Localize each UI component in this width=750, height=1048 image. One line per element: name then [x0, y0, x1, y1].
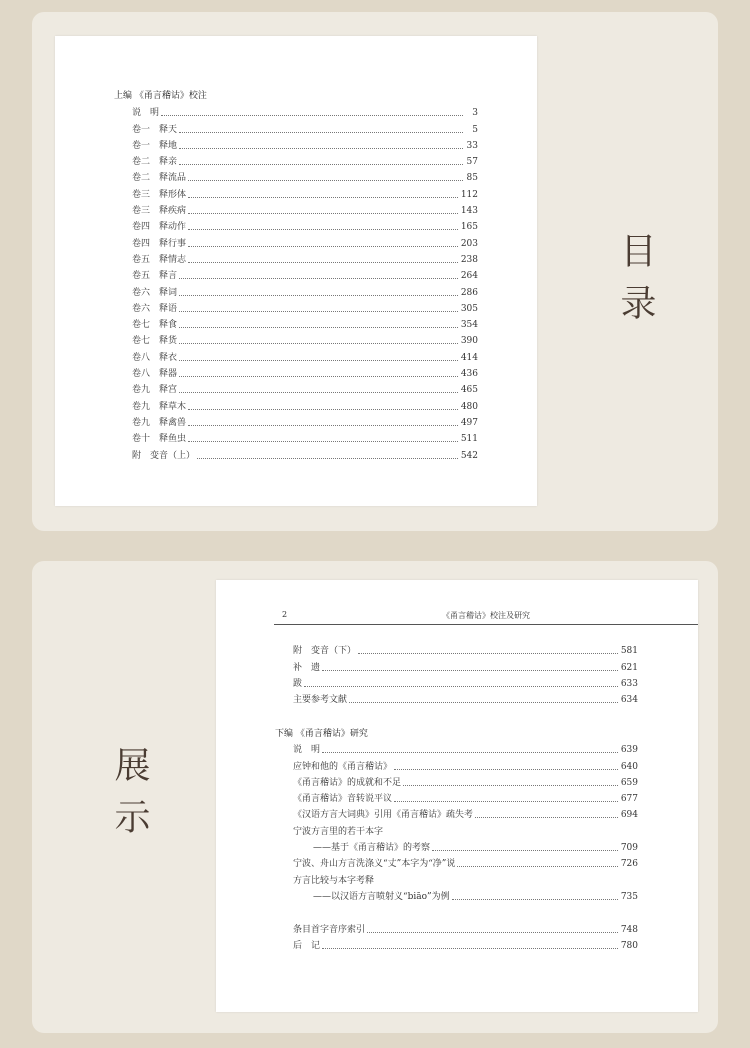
toc-entry-label: 方言比较与本字考释 — [293, 875, 375, 886]
dot-leader — [188, 408, 458, 410]
toc-entry-label: 卷七 释食 — [132, 320, 178, 331]
toc-entry — [293, 886, 638, 902]
toc-entry — [132, 151, 478, 167]
toc-entry-label: ——基于《甬言稽诂》的考察 — [313, 843, 431, 854]
book-title: 《甬言稽诂》校注及研究 — [442, 611, 530, 620]
dot-leader — [188, 424, 458, 426]
toc-entry-page: 497 — [460, 417, 478, 428]
toc-entry — [293, 689, 638, 705]
dot-leader — [179, 391, 458, 393]
dot-leader — [188, 245, 458, 247]
dot-leader — [179, 375, 458, 377]
toc-entry-page: 33 — [466, 140, 478, 151]
dot-leader — [188, 261, 458, 263]
dot-leader — [304, 685, 618, 687]
toc-entry-label: 条目首字音序索引 — [293, 924, 366, 935]
toc-entry — [132, 232, 478, 248]
toc-entry — [132, 379, 478, 395]
toc-entry — [293, 772, 638, 788]
toc-entry — [132, 314, 478, 330]
toc-entry-label: 补 遗 — [293, 662, 321, 673]
toc-entry-label: 卷一 释天 — [132, 124, 178, 135]
toc-entry-label: 卷三 释形体 — [132, 189, 187, 200]
toc-entry — [132, 444, 478, 460]
dot-leader — [475, 816, 618, 818]
toc-entry-page: 780 — [620, 940, 638, 951]
toc-entry-page: 465 — [460, 385, 478, 396]
toc-entry-page: 677 — [620, 794, 638, 805]
toc-entry-label: 附 变音（上） — [132, 450, 196, 461]
section-heading-lower: 下编 《甬言稽诂》研究 — [275, 729, 368, 739]
dot-leader — [188, 179, 463, 181]
toc-entry-page: 659 — [620, 777, 638, 788]
toc-entry — [293, 755, 638, 771]
toc-page-bottom — [216, 580, 698, 1012]
page-number: 2 — [282, 610, 288, 619]
dot-leader — [403, 784, 618, 786]
toc-entry — [132, 346, 478, 362]
running-head — [274, 610, 698, 625]
toc-entry — [132, 363, 478, 379]
toc-entry-label: 卷三 释疾病 — [132, 206, 187, 217]
dot-leader — [179, 277, 458, 279]
toc-entry-label: 《汉语方言大词典》引用《甬言稽诂》疏失考 — [293, 810, 474, 821]
toc-entry — [293, 869, 638, 885]
toc-entry — [132, 118, 478, 134]
toc-entry-label: 卷五 释言 — [132, 271, 178, 282]
toc-entry-label: 卷八 释衣 — [132, 352, 178, 363]
toc-entry-page: 112 — [460, 189, 478, 200]
toc-entry — [132, 395, 478, 411]
toc-entry-page: 436 — [460, 369, 478, 380]
dot-leader — [179, 131, 463, 133]
dot-leader — [349, 701, 618, 703]
toc-entry-label: 卷一 释地 — [132, 140, 178, 151]
dot-leader — [179, 342, 458, 344]
toc-entry-label: 卷九 释草木 — [132, 401, 187, 412]
toc-entry-label: 卷九 释禽兽 — [132, 417, 187, 428]
dot-leader — [188, 196, 458, 198]
toc-entry-page: 480 — [460, 401, 478, 412]
dot-leader — [295, 915, 623, 916]
toc-entry — [293, 656, 638, 672]
toc-entry-page: 238 — [460, 254, 478, 265]
toc-entry-page: 694 — [620, 810, 638, 821]
toc-entry-label: ——以汉语方言喷射义“biāo”为例 — [313, 891, 450, 902]
toc-entry-label: 卷四 释动作 — [132, 222, 187, 233]
toc-entry-label: 卷五 释情志 — [132, 254, 187, 265]
toc-entry — [132, 183, 478, 199]
toc-page-top — [55, 36, 537, 506]
toc-entry — [132, 102, 478, 118]
toc-list-lower — [293, 739, 638, 951]
toc-entry-page: 634 — [620, 695, 638, 706]
dot-leader — [188, 212, 458, 214]
toc-entry-page: 414 — [460, 352, 478, 363]
toc-entry-label: 《甬言稽诂》的成就和不足 — [293, 777, 402, 788]
toc-entry-page: 639 — [620, 745, 638, 756]
toc-entry-label: 卷六 释词 — [132, 287, 178, 298]
toc-entry — [293, 853, 638, 869]
toc-entry-page: 143 — [460, 206, 478, 217]
toc-entry — [132, 428, 478, 444]
toc-entry-label: 卷十 释鱼虫 — [132, 434, 187, 445]
toc-entry-page: 354 — [460, 320, 478, 331]
toc-entry — [293, 902, 638, 918]
dot-leader — [322, 669, 618, 671]
section-heading-upper: 上编 《甬言稽诂》校注 — [114, 91, 207, 101]
toc-entry-label: 应钟和他的《甬言稽诂》 — [293, 761, 393, 772]
toc-entry-label: 《甬言稽诂》音转说平议 — [293, 794, 393, 805]
toc-entry — [293, 820, 638, 836]
toc-entry-page: 709 — [620, 843, 638, 854]
dot-leader — [358, 652, 618, 654]
dot-leader — [179, 294, 458, 296]
toc-entry-page: 165 — [460, 222, 478, 233]
toc-entry-label: 宁波、舟山方言洗涤义“丈”本字为“净”说 — [293, 859, 456, 870]
toc-entry — [293, 804, 638, 820]
dot-leader — [197, 457, 458, 459]
toc-entry-label: 卷七 释货 — [132, 336, 178, 347]
toc-entry-label: 卷九 释宫 — [132, 385, 178, 396]
toc-entry — [132, 216, 478, 232]
toc-entry-page: 735 — [620, 891, 638, 902]
dot-leader — [452, 898, 618, 900]
toc-entry-page: 57 — [466, 157, 478, 168]
dot-leader — [179, 147, 463, 149]
toc-entry-label: 卷八 释器 — [132, 369, 178, 380]
toc-entry-page: 748 — [620, 924, 638, 935]
toc-entry-page: 203 — [460, 238, 478, 249]
dot-leader — [322, 751, 618, 753]
toc-entry — [132, 249, 478, 265]
toc-entry-page: 305 — [460, 303, 478, 314]
dot-leader — [385, 834, 623, 835]
toc-entry — [293, 640, 638, 656]
dot-leader — [457, 865, 617, 867]
toc-entry-page: 5 — [472, 124, 478, 135]
dot-leader — [394, 800, 618, 802]
toc-entry-page: 633 — [620, 678, 638, 689]
toc-entry-label: 宁波方言里的若干本字 — [293, 826, 384, 837]
toc-entry-page: 581 — [620, 646, 638, 657]
toc-entry — [132, 135, 478, 151]
toc-card-top — [32, 12, 718, 531]
toc-entry-page: 264 — [460, 271, 478, 282]
toc-entry — [132, 265, 478, 281]
toc-entry-page: 3 — [472, 108, 478, 119]
toc-entry-page: 511 — [460, 434, 478, 445]
toc-entry-page: 542 — [460, 450, 478, 461]
toc-entry-label: 附 变音（下） — [293, 646, 357, 657]
toc-entry-label: 卷四 释行事 — [132, 238, 187, 249]
toc-list-upper — [132, 102, 478, 461]
toc-entry — [132, 330, 478, 346]
toc-entry-label: 说 明 — [132, 108, 160, 119]
dot-leader — [179, 163, 463, 165]
dot-leader — [179, 326, 458, 328]
toc-entry — [293, 918, 638, 934]
toc-entry — [293, 935, 638, 951]
toc-entry — [293, 837, 638, 853]
toc-entry-page: 390 — [460, 336, 478, 347]
toc-entry — [293, 739, 638, 755]
toc-entry-page: 621 — [620, 662, 638, 673]
dot-leader — [188, 228, 458, 230]
dot-leader — [322, 947, 618, 949]
toc-entry-page: 726 — [620, 859, 638, 870]
toc-entry — [132, 281, 478, 297]
toc-entry — [132, 412, 478, 428]
toc-entry — [132, 298, 478, 314]
toc-entry-label: 跋 — [293, 678, 303, 689]
toc-entry-label: 后 记 — [293, 940, 321, 951]
toc-entry-page: 640 — [620, 761, 638, 772]
toc-entry-label: 卷六 释语 — [132, 303, 178, 314]
toc-entry-label: 说 明 — [293, 745, 321, 756]
toc-card-bottom — [32, 561, 718, 1033]
dot-leader — [179, 359, 458, 361]
dot-leader — [367, 931, 618, 933]
toc-entry-label: 卷二 释亲 — [132, 157, 178, 168]
toc-entry-page: 85 — [466, 173, 478, 184]
toc-entry — [293, 788, 638, 804]
catalog-title: 目录 — [615, 232, 656, 336]
toc-entry — [293, 673, 638, 689]
toc-entry-label: 主要参考文献 — [293, 695, 348, 706]
dot-leader — [188, 440, 458, 442]
toc-entry — [132, 200, 478, 216]
dot-leader — [161, 114, 463, 116]
toc-entry — [132, 167, 478, 183]
dot-leader — [394, 768, 618, 770]
dot-leader — [376, 883, 623, 884]
dot-leader — [179, 310, 458, 312]
toc-list-appendix — [293, 640, 638, 705]
dot-leader — [432, 849, 618, 851]
showcase-title: 展示 — [109, 746, 150, 850]
toc-entry-label: 卷二 释流品 — [132, 173, 187, 184]
toc-entry-page: 286 — [460, 287, 478, 298]
